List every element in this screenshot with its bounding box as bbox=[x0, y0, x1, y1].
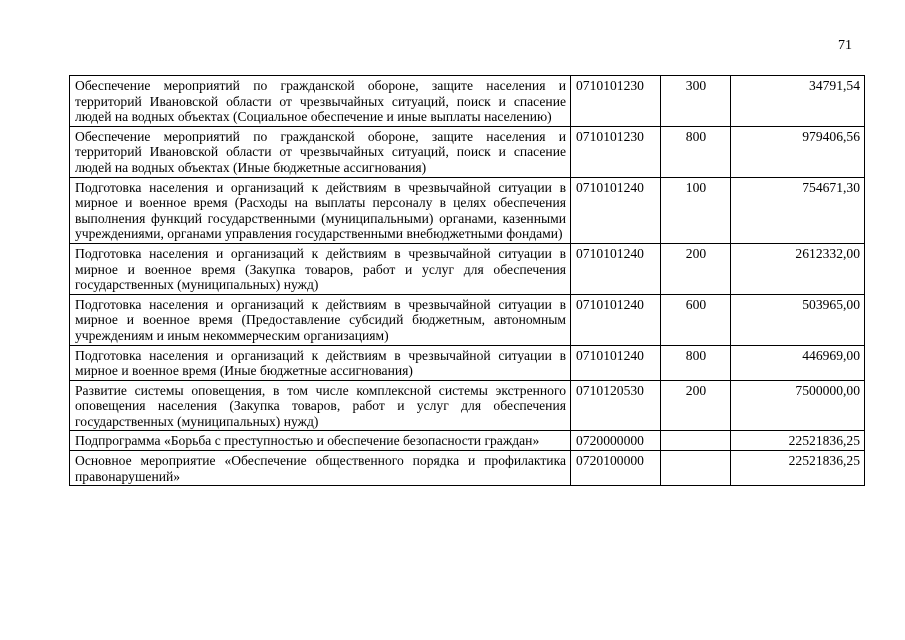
table-row bbox=[70, 380, 865, 431]
row-name-cell: Обеспечение мероприятий по гражданской обороне, защите населения и территорий Ивановской области от чрезвычайных ситуаций, поиск и спасение людей на водных объектах (Социальное обеспечение и иные выплаты населению) bbox=[70, 76, 571, 127]
row-sum-cell: 979406,56 bbox=[731, 126, 865, 177]
table-row bbox=[70, 294, 865, 345]
table-row bbox=[70, 177, 865, 243]
row-name-cell: Подпрограмма «Борьба с преступностью и обеспечение безопасности граждан» bbox=[70, 431, 571, 451]
table-row bbox=[70, 126, 865, 177]
page-number: 71 bbox=[838, 38, 852, 53]
row-sum-cell: 34791,54 bbox=[731, 76, 865, 127]
row-expense-type-cell bbox=[661, 431, 731, 451]
row-expense-type-cell: 100 bbox=[661, 177, 731, 243]
row-expense-type-cell: 800 bbox=[661, 345, 731, 380]
row-name-cell: Подготовка населения и организаций к действиям в чрезвычайной ситуации в мирное и военное время (Расходы на выплаты персоналу в целях обеспечения выполнения функций государственными (муниципальными) органами, казенными учреждениями, органами управления государственными внебюджетными фондами) bbox=[70, 177, 571, 243]
table-row bbox=[70, 345, 865, 380]
row-expense-type-cell: 800 bbox=[661, 126, 731, 177]
row-sum-cell: 446969,00 bbox=[731, 345, 865, 380]
row-expense-type-cell: 200 bbox=[661, 380, 731, 431]
row-name-cell: Основное мероприятие «Обеспечение общественного порядка и профилактика правонарушений» bbox=[70, 451, 571, 486]
row-expense-type-cell: 600 bbox=[661, 294, 731, 345]
row-sum-cell: 22521836,25 bbox=[731, 431, 865, 451]
row-name-cell: Подготовка населения и организаций к действиям в чрезвычайной ситуации в мирное и военное время (Иные бюджетные ассигнования) bbox=[70, 345, 571, 380]
row-name-cell: Подготовка населения и организаций к действиям в чрезвычайной ситуации в мирное и военное время (Закупка товаров, работ и услуг для обеспечения государственных (муниципальных) нужд) bbox=[70, 243, 571, 294]
budget-table bbox=[69, 75, 865, 486]
row-code-cell: 0710101240 bbox=[571, 294, 661, 345]
budget-table-body bbox=[70, 76, 865, 486]
row-code-cell: 0710101230 bbox=[571, 76, 661, 127]
row-sum-cell: 503965,00 bbox=[731, 294, 865, 345]
table-row bbox=[70, 451, 865, 486]
table-row bbox=[70, 431, 865, 451]
row-name-cell: Обеспечение мероприятий по гражданской обороне, защите населения и территорий Ивановской области от чрезвычайных ситуаций, поиск и спасение людей на водных объектах (Иные бюджетные ассигнования) bbox=[70, 126, 571, 177]
row-sum-cell: 22521836,25 bbox=[731, 451, 865, 486]
row-expense-type-cell bbox=[661, 451, 731, 486]
row-expense-type-cell: 300 bbox=[661, 76, 731, 127]
row-sum-cell: 7500000,00 bbox=[731, 380, 865, 431]
row-code-cell: 0710101240 bbox=[571, 345, 661, 380]
table-row bbox=[70, 76, 865, 127]
row-expense-type-cell: 200 bbox=[661, 243, 731, 294]
row-name-cell: Развитие системы оповещения, в том числе комплексной системы экстренного оповещения населения (Закупка товаров, работ и услуг для обеспечения государственных (муниципальных) нужд) bbox=[70, 380, 571, 431]
row-code-cell: 0710101230 bbox=[571, 126, 661, 177]
table-row bbox=[70, 243, 865, 294]
row-name-cell: Подготовка населения и организаций к действиям в чрезвычайной ситуации в мирное и военное время (Предоставление субсидий бюджетным, автономным учреждениям и иным некоммерческим организациям) bbox=[70, 294, 571, 345]
row-code-cell: 0710120530 bbox=[571, 380, 661, 431]
row-sum-cell: 754671,30 bbox=[731, 177, 865, 243]
row-sum-cell: 2612332,00 bbox=[731, 243, 865, 294]
row-code-cell: 0710101240 bbox=[571, 243, 661, 294]
row-code-cell: 0720000000 bbox=[571, 431, 661, 451]
row-code-cell: 0720100000 bbox=[571, 451, 661, 486]
row-code-cell: 0710101240 bbox=[571, 177, 661, 243]
